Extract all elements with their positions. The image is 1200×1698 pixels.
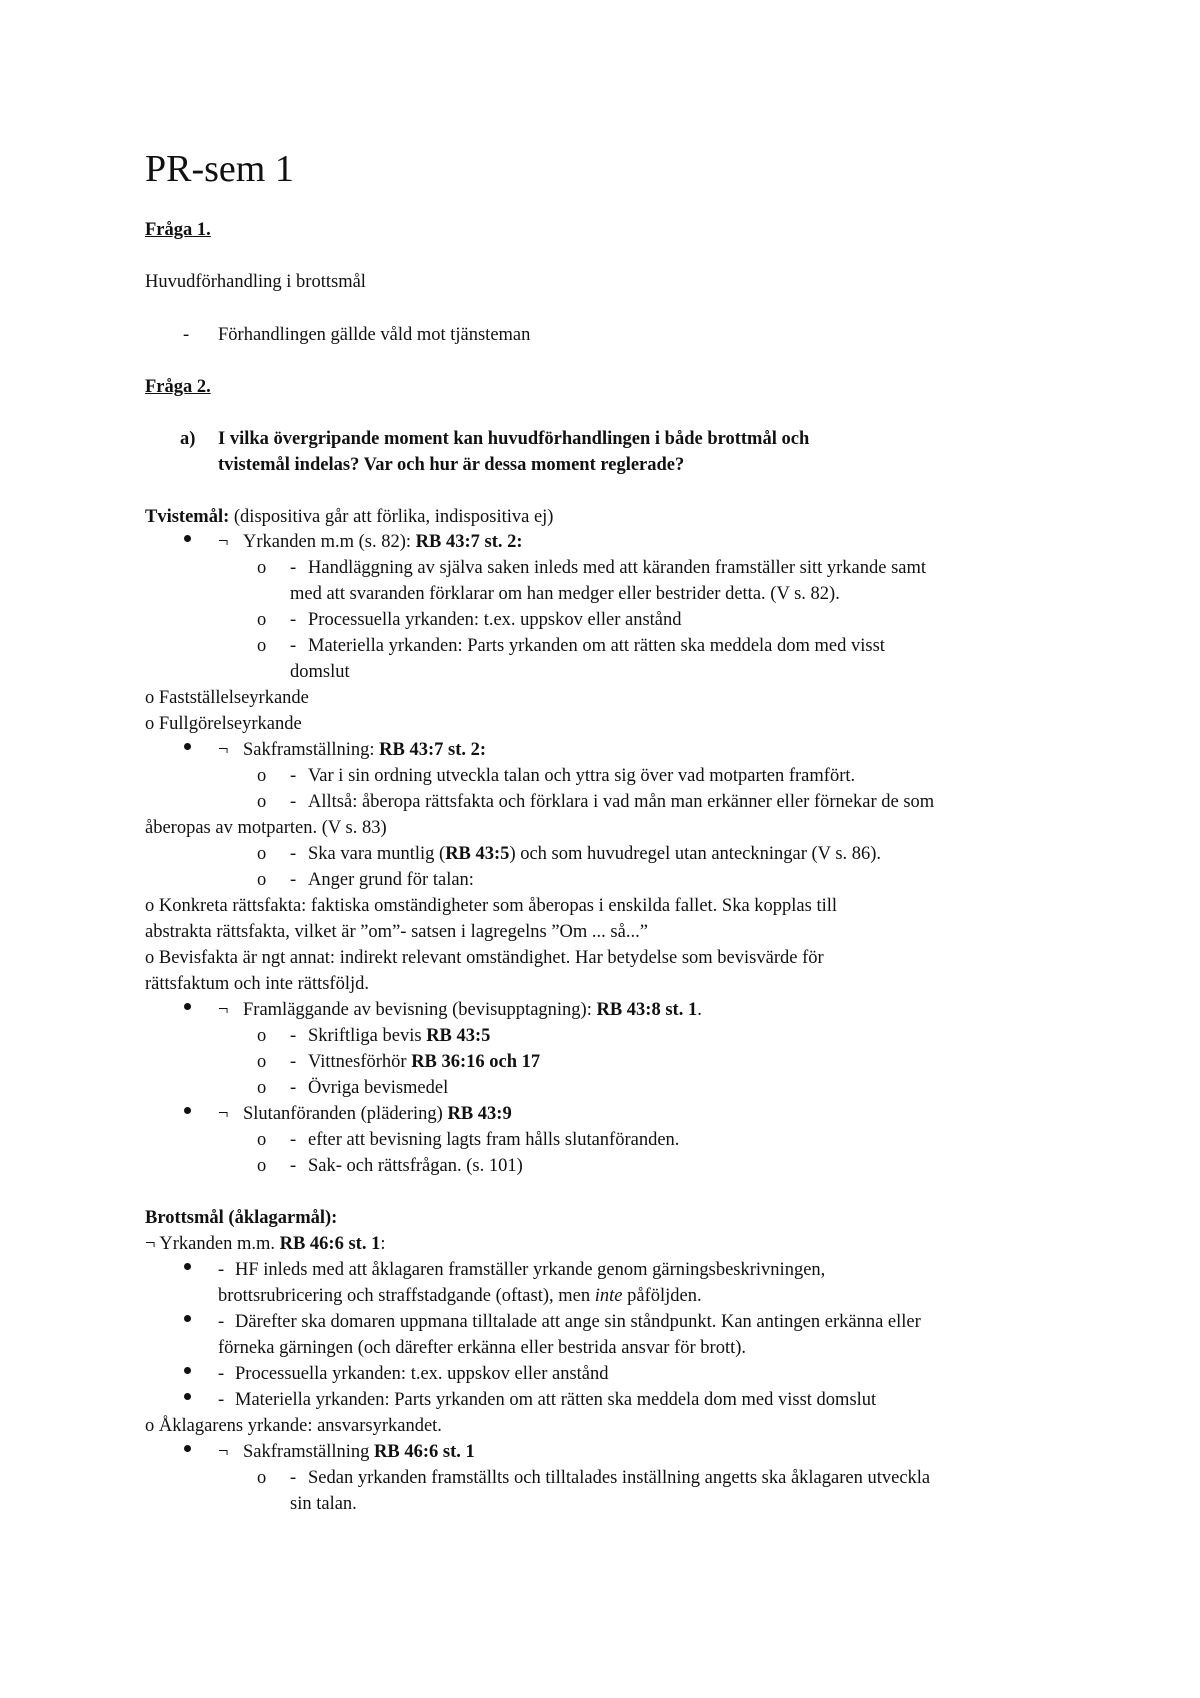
tvistemal-heading: Tvistemål:	[145, 507, 230, 527]
tvistemal-bullet-bevisning: Framläggande av bevisning (bevisupptagning): RB 43:8 st. 1.	[243, 1000, 702, 1020]
dash-marker: -	[290, 1156, 297, 1176]
tvistemal-bullet-sakframstallning: Sakframställning: RB 43:7 st. 2:	[243, 740, 487, 760]
question-1-text: Huvudförhandling i brottsmål	[145, 272, 366, 292]
tvistemal-sub-item: Anger grund för talan:	[308, 870, 474, 890]
sub-bullet-marker: o	[257, 766, 267, 786]
tvistemal-bullet-slutanforanden: Slutanföranden (plädering) RB 43:9	[243, 1104, 512, 1124]
tvistemal-sub-item: efter att bevisning lagts fram hålls slutanföranden.	[308, 1130, 680, 1150]
sub-bullet-marker: o	[257, 1156, 267, 1176]
dash-marker: -	[218, 1390, 225, 1410]
sub-bullet-marker: o	[257, 610, 267, 630]
bullet-dot-icon	[184, 1445, 191, 1452]
brottsmal-intro: ¬ Yrkanden m.m. RB 46:6 st. 1:	[145, 1234, 386, 1254]
brottsmal-bullet-cont: brottsrubricering och straffstadgande (oftast), men inte påföljden.	[218, 1286, 702, 1306]
legal-reference: RB 43:5	[426, 1026, 491, 1046]
question-1-bullet: Förhandlingen gällde våld mot tjänsteman	[218, 325, 531, 345]
dash-marker: -	[290, 792, 297, 812]
dash-marker: -	[290, 1130, 297, 1150]
tvistemal-sub-item: Skriftliga bevis RB 43:5	[308, 1026, 491, 1046]
tvistemal-sub-item: Handläggning av själva saken inleds med att käranden framställer sitt yrkande samt	[308, 558, 927, 578]
dash-marker: -	[290, 766, 297, 786]
brottsmal-heading: Brottsmål (åklagarmål):	[145, 1208, 338, 1228]
plain-line: o Fastställelseyrkande	[145, 688, 309, 708]
bullet-dot-icon	[184, 743, 191, 750]
legal-reference: RB 43:5	[445, 844, 510, 864]
sub-bullet-marker: o	[257, 1468, 267, 1488]
dash-marker: -	[218, 1260, 225, 1280]
brottsmal-bullet: Materiella yrkanden: Parts yrkanden om att rätten ska meddela dom med visst domslut	[235, 1390, 877, 1410]
sub-bullet-marker: o	[257, 1130, 267, 1150]
brottsmal-bullet: HF inleds med att åklagaren framställer yrkande genom gärningsbeskrivningen,	[235, 1260, 826, 1280]
question-2-text-line-2: tvistemål indelas? Var och hur är dessa moment reglerade?	[218, 455, 685, 475]
plain-line: o Bevisfakta är ngt annat: indirekt relevant omständighet. Har betydelse som bevisvärde för	[145, 948, 824, 968]
sub-bullet-marker: o	[257, 1026, 267, 1046]
legal-reference: RB 43:7 st. 2:	[379, 740, 487, 760]
dash-marker: -	[218, 1364, 225, 1384]
brottsmal-sub-item-cont: sin talan.	[290, 1494, 357, 1514]
bullet-dot-icon	[184, 1107, 191, 1114]
page-title: PR-sem 1	[145, 148, 294, 190]
brottsmal-bullet: Processuella yrkanden: t.ex. uppskov eller anstånd	[235, 1364, 609, 1384]
tvistemal-sub-item: Processuella yrkanden: t.ex. uppskov eller anstånd	[308, 610, 682, 630]
plain-line: o Åklagarens yrkande: ansvarsyrkandet.	[145, 1416, 442, 1436]
not-sign-marker: ¬	[218, 740, 229, 760]
sub-bullet-marker: o	[257, 1052, 267, 1072]
dash-marker: -	[290, 1026, 297, 1046]
sub-bullet-marker: o	[257, 792, 267, 812]
tvistemal-sub-item-cont: med att svaranden förklarar om han medger eller bestrider detta. (V s. 82).	[290, 584, 840, 604]
bullet-dot-icon	[184, 1315, 191, 1322]
tvistemal-heading-line	[145, 505, 553, 529]
legal-reference: RB 46:6 st. 1	[374, 1442, 475, 1462]
dash-marker: -	[290, 636, 297, 656]
tvistemal-note: (dispositiva går att förlika, indispositiva ej)	[229, 507, 554, 527]
tvistemal-sub-item: Sak- och rättsfrågan. (s. 101)	[308, 1156, 523, 1176]
brottsmal-bullet: Därefter ska domaren uppmana tilltalade att ange sin ståndpunkt. Kan antingen erkänna eller	[235, 1312, 921, 1332]
legal-reference: RB 43:8 st. 1	[596, 1000, 698, 1020]
not-sign-marker: ¬	[218, 1442, 229, 1462]
plain-line: o Konkreta rättsfakta: faktiska omständigheter som åberopas i enskilda fallet. Ska kopplas till	[145, 896, 838, 916]
sub-bullet-marker: o	[257, 1078, 267, 1098]
tvistemal-bullet-yrkanden: Yrkanden m.m (s. 82): RB 43:7 st. 2:	[243, 532, 523, 552]
not-sign-marker: ¬	[218, 532, 229, 552]
dash-marker: -	[290, 1078, 297, 1098]
dash-marker: -	[290, 870, 297, 890]
question-1-heading: Fråga 1.	[145, 220, 211, 240]
dash-marker: -	[290, 1468, 297, 1488]
dash-marker: -	[183, 325, 190, 345]
dash-marker: -	[218, 1312, 225, 1332]
plain-line: abstrakta rättsfakta, vilket är ”om”- satsen i lagregelns ”Om ... så...”	[145, 922, 648, 942]
brottsmal-bullet-sakframstallning: Sakframställning RB 46:6 st. 1	[243, 1442, 475, 1462]
tvistemal-sub-item: Ska vara muntlig (RB 43:5) och som huvudregel utan anteckningar (V s. 86).	[308, 844, 882, 864]
bullet-dot-icon	[184, 1367, 191, 1374]
bullet-dot-icon	[184, 1263, 191, 1270]
tvistemal-sub-item: Vittnesförhör RB 36:16 och 17	[308, 1052, 541, 1072]
legal-reference: RB 46:6 st. 1	[279, 1234, 381, 1254]
question-2-heading: Fråga 2.	[145, 377, 211, 397]
emphasis: inte	[594, 1286, 623, 1306]
dash-marker: -	[290, 558, 297, 578]
not-sign-marker: ¬	[218, 1000, 229, 1020]
dash-marker: -	[290, 1052, 297, 1072]
legal-reference: RB 43:7 st. 2:	[415, 532, 523, 552]
bullet-dot-icon	[184, 1003, 191, 1010]
question-2-text-line-1: I vilka övergripande moment kan huvudförhandlingen i både brottmål och	[218, 429, 810, 449]
legal-reference: RB 43:9	[447, 1104, 512, 1124]
bullet-dot-icon	[184, 1393, 191, 1400]
not-sign-marker: ¬	[218, 1104, 229, 1124]
sub-bullet-marker: o	[257, 844, 267, 864]
plain-line: o Fullgörelseyrkande	[145, 714, 302, 734]
brottsmal-sub-item: Sedan yrkanden framställts och tilltalades inställning angetts ska åklagaren utveckla	[308, 1468, 931, 1488]
tvistemal-sub-item: Materiella yrkanden: Parts yrkanden om att rätten ska meddela dom med visst	[308, 636, 885, 656]
dash-marker: -	[290, 844, 297, 864]
dash-marker: -	[290, 610, 297, 630]
tvistemal-sub-item-cont: domslut	[290, 662, 350, 682]
tvistemal-sub-item-cont: åberopas av motparten. (V s. 83)	[145, 818, 387, 838]
sub-bullet-marker: o	[257, 870, 267, 890]
tvistemal-sub-item: Övriga bevismedel	[308, 1078, 449, 1098]
question-2-label: a)	[180, 429, 196, 449]
tvistemal-sub-item: Alltså: åberopa rättsfakta och förklara i vad mån man erkänner eller förnekar de som	[308, 792, 935, 812]
sub-bullet-marker: o	[257, 636, 267, 656]
tvistemal-sub-item: Var i sin ordning utveckla talan och yttra sig över vad motparten framfört.	[308, 766, 856, 786]
bullet-dot-icon	[184, 535, 191, 542]
brottsmal-bullet-cont: förneka gärningen (och därefter erkänna eller bestrida ansvar för brott).	[218, 1338, 747, 1358]
plain-line: rättsfaktum och inte rättsföljd.	[145, 974, 369, 994]
legal-reference: RB 36:16 och 17	[411, 1052, 541, 1072]
sub-bullet-marker: o	[257, 558, 267, 578]
